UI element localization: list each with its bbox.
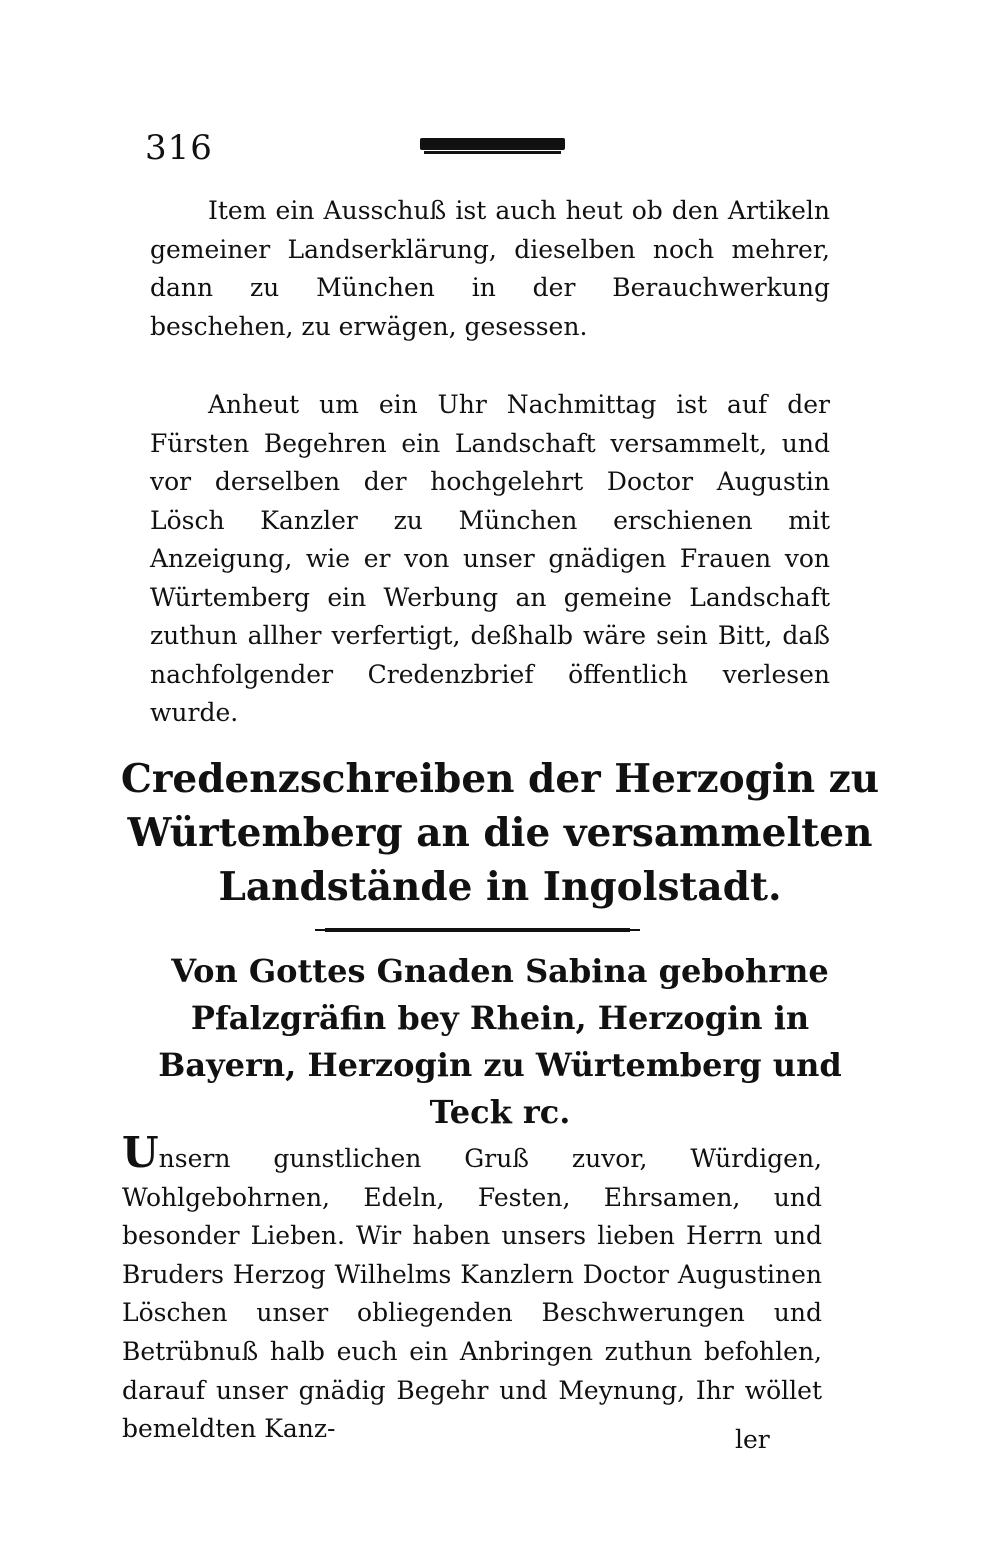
letter-body <box>122 1128 822 1449</box>
header-ornament-rule <box>420 138 565 150</box>
letter-salutation: Von Gottes Gnaden Sabina gebohrne Pfalzgräfin bey Rhein, Herzogin in Bayern, Herzogin zu Würtemberg und Teck rc. <box>158 952 842 1131</box>
paragraph-item-ausschuss: Item ein Ausschuß ist auch heut ob den Artikeln gemeiner Landserklärung, dieselben noch mehrer, dann zu München in der Berauchwerkung beschehen, zu erwägen, gesessen. <box>150 196 830 341</box>
paragraph-anheut: Anheut um ein Uhr Nachmittag ist auf der Fürsten Begehren ein Landschaft versammelt, und vor derselben der hochgelehrt Doctor Augustin Lösch Kanzler zu München erschienen mit Anzeigung, wie er von unser gnädigen Frauen von Würtemberg ein Werbung an gemeine Landschaft zuthun allher verfertigt, deßhalb wäre sein Bitt, daß nachfolgender Credenzbrief öffentlich verlesen wurde. <box>150 390 830 727</box>
section-divider <box>325 928 630 932</box>
catchword: ler <box>735 1425 770 1454</box>
section-heading: Credenzschreiben der Herzogin zu Würtemberg an die versammelten Landstände in Ingolstadt. <box>120 756 880 910</box>
letter-body-text: nsern gunstlichen Gruß zuvor, Würdigen, Wohlgebohrnen, Edeln, Festen, Ehrsamen, und besonder Lieben. Wir haben unsers lieben Herrn und Bruders Herzog Wilhelms Kanzlern Doctor Augustinen Löschen unser obliegenden Beschwerungen und Betrübnuß halb euch ein Anbringen zuthun befohlen, darauf unser gnädig Begehr und Meynung, Ihr wöllet bemeldten Kanz- <box>122 1144 822 1444</box>
page-number: 316 <box>145 128 213 168</box>
page-header <box>145 128 585 178</box>
drop-initial: U <box>122 1128 159 1177</box>
